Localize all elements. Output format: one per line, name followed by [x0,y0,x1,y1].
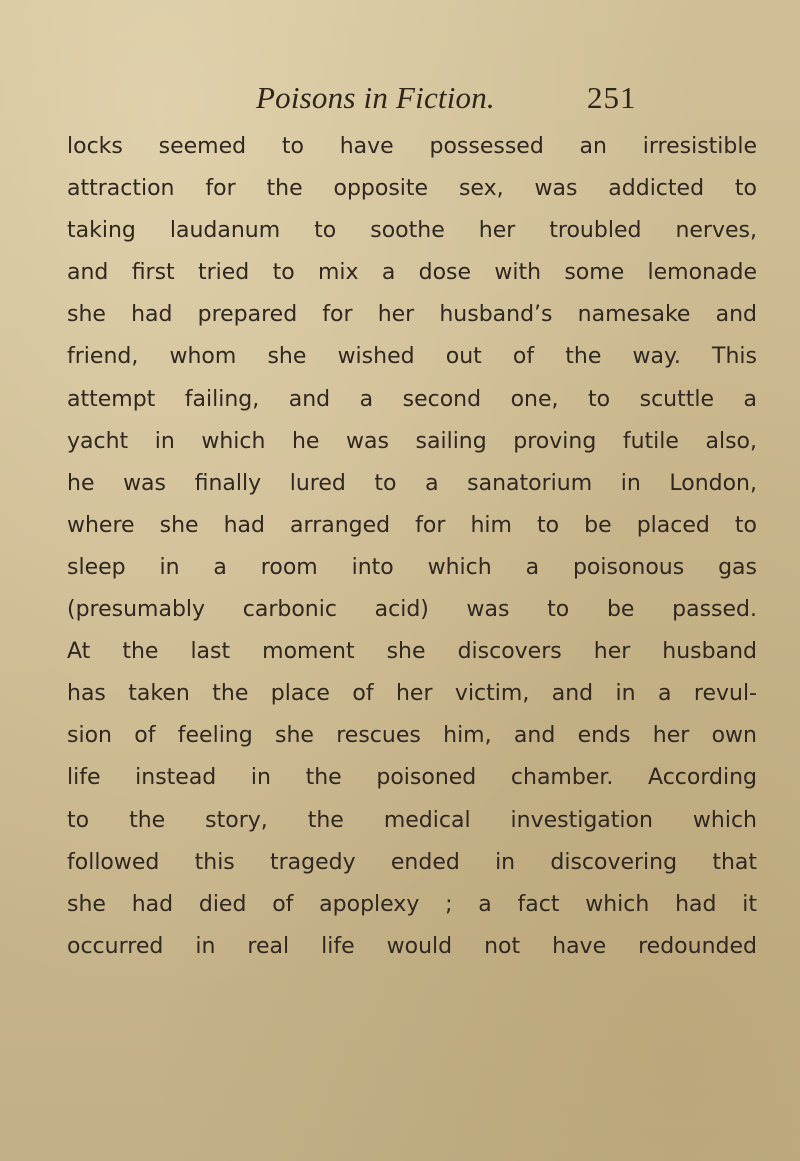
text-line: (presumably carbonic acid) was to be passed. [67,597,757,623]
text-line: she had prepared for her husband’s namesake and [67,302,757,328]
text-line: yacht in which he was sailing proving futile also, [67,428,757,454]
text-line: locks seemed to have possessed an irresistible [67,134,757,159]
body-text [67,126,757,968]
text-line: attraction for the opposite sex, was addicted to [67,176,757,202]
text-line: sion of feeling she rescues him, and ends her own [67,723,757,749]
text-line: she had died of apoplexy ; a fact which had it [67,891,757,917]
text-line: sleep in a room into which a poisonous gas [67,554,757,580]
text-line: friend, whom she wished out of the way. This [67,344,757,370]
text-line: has taken the place of her victim, and in a revul- [67,681,757,707]
text-line: occurred in real life would not have redounded [67,933,757,959]
page-number: 251 [587,80,637,115]
text-line: he was finally lured to a sanatorium in London, [67,470,757,496]
running-head [0,80,800,128]
text-line: life instead in the poisoned chamber. According [67,765,757,791]
text-line: to the story, the medical investigation which [67,807,757,833]
text-line: attempt failing, and a second one, to scuttle a [67,386,757,412]
text-line: followed this tragedy ended in discovering that [67,849,757,875]
running-title: Poisons in Fiction. [256,80,495,115]
text-line: At the last moment she discovers her husband [67,639,757,665]
text-line: and first tried to mix a dose with some lemonade [67,260,757,286]
text-line: where she had arranged for him to be placed to [67,512,757,538]
text-line: taking laudanum to soothe her troubled nerves, [67,218,757,244]
